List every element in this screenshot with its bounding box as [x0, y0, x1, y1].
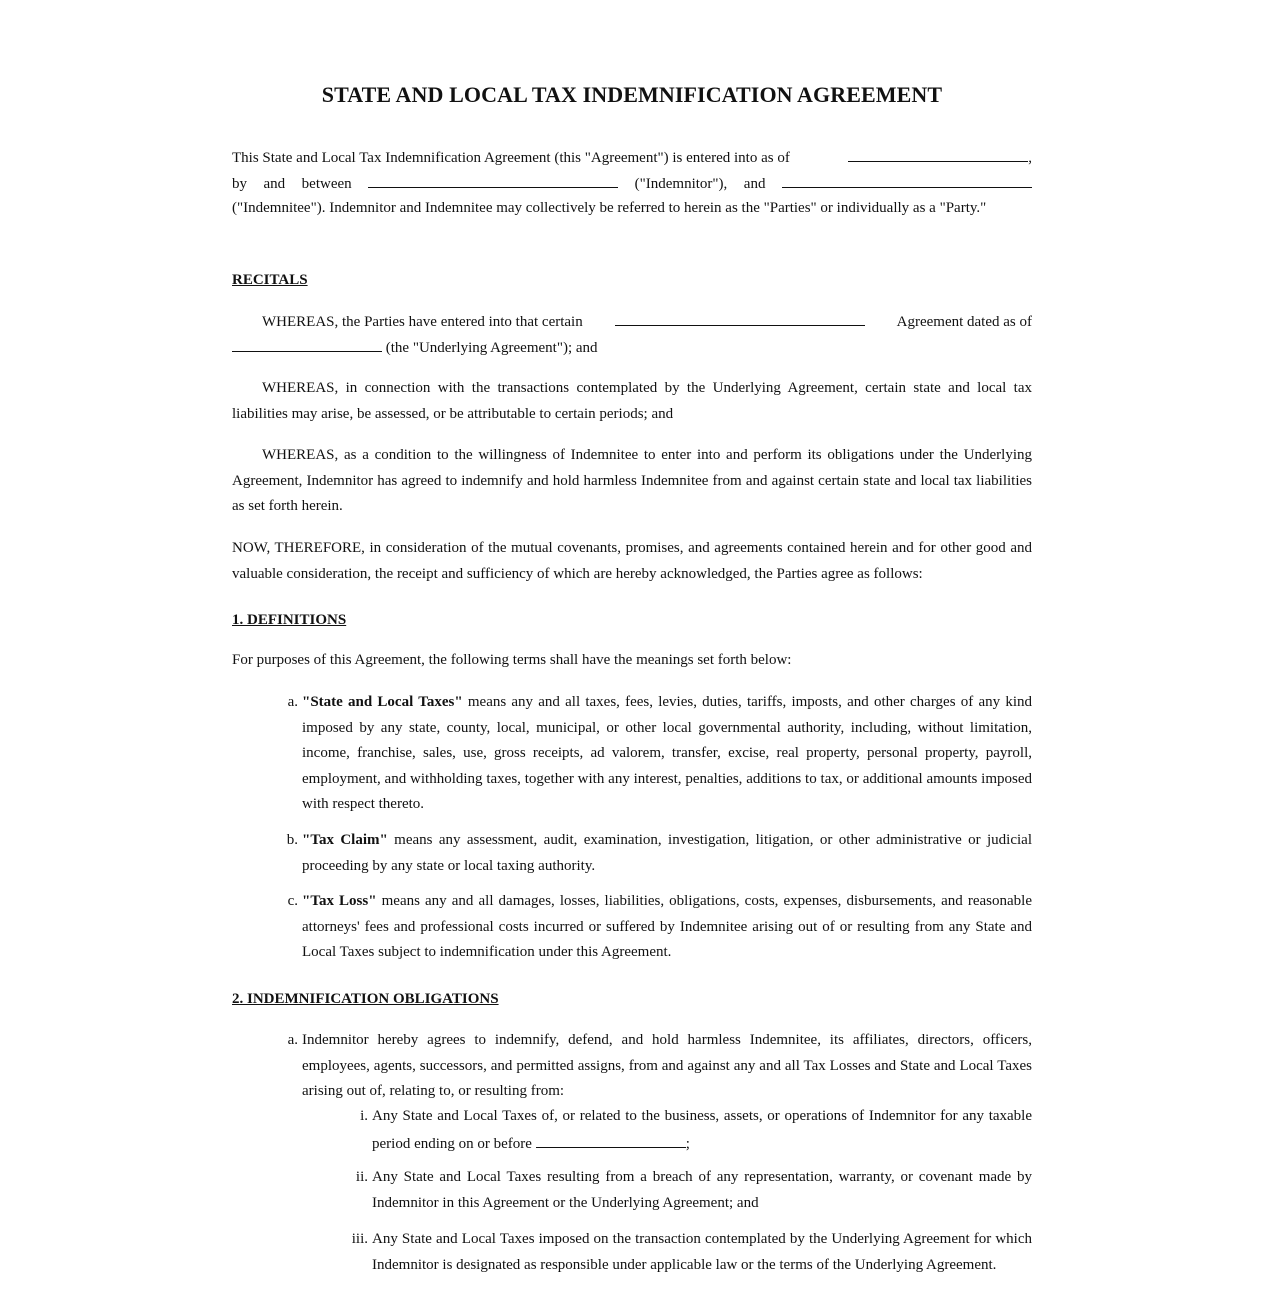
indemnitee-name-blank[interactable] [782, 170, 1032, 188]
obligation-item-a: a. Indemnitor hereby agrees to indemnify, defend, and hold harmless Indemnitee, its affiliates, directors, officers, employees, agents, successors, and permitted assigns, from and against any and all Tax Losses and State and Local Taxes arising out of, relating to, or resulting from: [287, 1032, 1032, 1099]
whereas-2: WHEREAS, in connection with the transactions contemplated by the Underlying Agreement, certain state and local tax liabilities may arise, be assessed, or be attributable to certain periods; and [232, 380, 1032, 422]
definitions-heading: 1. DEFINITIONS [232, 612, 347, 628]
recitals-heading: RECITALS [232, 272, 308, 288]
definition-item: c. "Tax Loss" means any and all damages, losses, liabilities, obligations, costs, expenses, disbursements, and reasonable attorneys' fees and professional costs incurred or suffered by Indemnitee arising out of or resulting from any State and Local Taxes subject to indemnification under this Agreement. [287, 893, 1032, 960]
intro-line-3: ("Indemnitee"). Indemnitor and Indemnitee may collectively be referred to herein as the "Parties" or individually as a "Party." [232, 200, 987, 216]
definition-item: a. "State and Local Taxes" means any and all taxes, fees, levies, duties, tariffs, imposts, and other charges of any kind imposed by any state, county, local, municipal, or other local governmental authority, including, without limitation, income, franchise, sales, use, gross receipts, ad valorem, transfer, excise, real property, personal property, payroll, employment, and withholding taxes, together with any interest, penalties, additions to tax, or additional amounts imposed with respect thereto. [287, 694, 1032, 812]
definition-term: "Tax Claim" [302, 832, 388, 848]
definition-item: b. "Tax Claim" means any assessment, audit, examination, investigation, litigation, or other administrative or judicial proceeding by any state or local taxing authority. [286, 832, 1032, 874]
indemnitor-name-blank[interactable] [368, 170, 618, 188]
definition-term: "State and Local Taxes" [302, 694, 463, 710]
document-title: STATE AND LOCAL TAX INDEMNIFICATION AGREEMENT [321, 82, 943, 107]
obligations-heading: 2. INDEMNIFICATION OBLIGATIONS [232, 991, 499, 1007]
underlying-agreement-date-blank[interactable] [232, 334, 382, 352]
intro-line-1: This State and Local Tax Indemnification Agreement (this "Agreement") is entered into as of [232, 150, 790, 166]
whereas-1: WHEREAS, the Parties have entered into that certain Agreement dated as of (the "Underlying Agreement"); and [232, 308, 1032, 360]
obligation-subitem: iii. Any State and Local Taxes imposed on the transaction contemplated by the Underlying Agreement for which Indemnitor is designated as responsible under applicable law or the terms of the Underlying Agreement. [351, 1231, 1032, 1273]
definition-term: "Tax Loss" [302, 893, 377, 909]
effective-date-blank[interactable] [848, 144, 1028, 162]
intro-paragraph: This State and Local Tax Indemnification Agreement (this "Agreement") is entered into as of , by and between ("Indemnitor"), and ("Indemnitee"). Indemnitor and Indemnitee may collectively be referred to herein as the "Parties" or individually as a "Party." [232, 144, 1032, 222]
now-therefore-paragraph: NOW, THEREFORE, in consideration of the mutual covenants, promises, and agreements contained herein and for other good and valuable consideration, the receipt and sufficiency of which are hereby acknowledged, the Parties agree as follows: [232, 540, 1032, 582]
obligation-subitem: i. Any State and Local Taxes of, or related to the business, assets, or operations of Indemnitor for any taxable period ending on or before ; [360, 1108, 1032, 1152]
whereas-3: WHEREAS, as a condition to the willingness of Indemnitee to enter into and perform its obligations under the Underlying Agreement, Indemnitor has agreed to indemnify and hold harmless Indemnitee from and against certain state and local tax liabilities as set forth herein. [232, 447, 1032, 514]
obligation-subitem: ii. Any State and Local Taxes resulting from a breach of any representation, warranty, or covenant made by Indemnitor in this Agreement or the Underlying Agreement; and [355, 1169, 1032, 1211]
taxable-period-date-blank[interactable] [536, 1130, 686, 1148]
definitions-lead: For purposes of this Agreement, the following terms shall have the meanings set forth below: [232, 652, 792, 668]
underlying-agreement-name-blank[interactable] [615, 308, 865, 326]
